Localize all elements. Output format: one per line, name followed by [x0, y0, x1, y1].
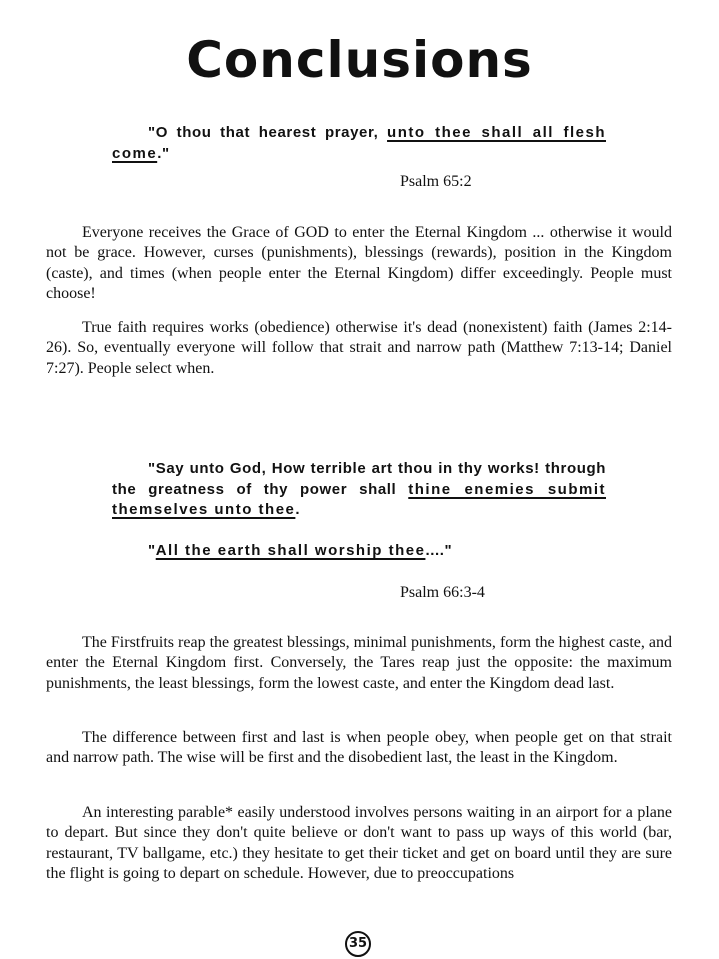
quote-text: "O thou that hearest prayer, [148, 124, 388, 141]
paragraph-text: True faith requires works (obedience) otherwise it's dead (nonexistent) faith (James 2:14-26). So, eventually everyone will follow that strait and narrow path (Matthew 7:13-14; Daniel 7:27). People select when. [46, 319, 672, 377]
quote-underlined-text: unto thee shall all flesh come [112, 124, 606, 162]
paragraph-text: Everyone receives the Grace of GOD to enter the Eternal Kingdom ... otherwise it would not be grace. However, curses (punishments), blessings (rewards), position in the Kingdom (caste), and times (when people enter the Eternal Kingdom) differ exceedingly. People must choose! [46, 224, 672, 302]
paragraph-text: An interesting parable* easily understood involves persons waiting in an airport for a plane to depart. But since they don't quite believe or don't want to pass up ways of this world (bar, restaurant, TV ballgame, etc.) they hesitate to get their ticket and get on board until they are sure the flight is going to depart on schedule. However, due to preoccupations [46, 804, 672, 882]
paragraph-firstfruits [46, 633, 672, 694]
paragraph-parable [46, 803, 672, 884]
scripture-reference-1: Psalm 65:2 [400, 173, 472, 190]
scripture-quote-3 [112, 541, 606, 562]
quote-underlined-text: thine enemies submit themselves unto thee [112, 480, 606, 518]
scripture-quote-2 [112, 459, 606, 521]
paragraph-first-and-last [46, 728, 672, 769]
quote-text-end: ...." [425, 542, 453, 559]
quote-text: "Say unto God, How terrible art thou in thy works! through the greatness of thy power shall [112, 460, 606, 498]
quote-underlined-text: All the earth shall worship thee [155, 542, 426, 559]
quote-text-end: . [295, 501, 301, 518]
page-title: Conclusions [186, 31, 533, 89]
quote-text-end: ." [157, 144, 170, 162]
paragraph-text: The Firstfruits reap the greatest blessings, minimal punishments, form the highest caste, and enter the Eternal Kingdom first. Conversely, the Tares reap just the opposite: the maximum punishments, the least blessings, form the lowest caste, and enter the Kingdom dead last. [46, 634, 672, 692]
paragraph-grace [46, 223, 672, 304]
scripture-reference-2: Psalm 66:3-4 [400, 584, 485, 601]
paragraph-faith [46, 318, 672, 379]
paragraph-text: The difference between first and last is when people obey, when people get on that strait and narrow path. The wise will be first and the disobedient last, the least in the Kingdom. [46, 729, 672, 767]
scripture-quote-1 [112, 123, 606, 164]
quote-text: " [148, 542, 156, 559]
page-number: 35 [345, 931, 371, 957]
